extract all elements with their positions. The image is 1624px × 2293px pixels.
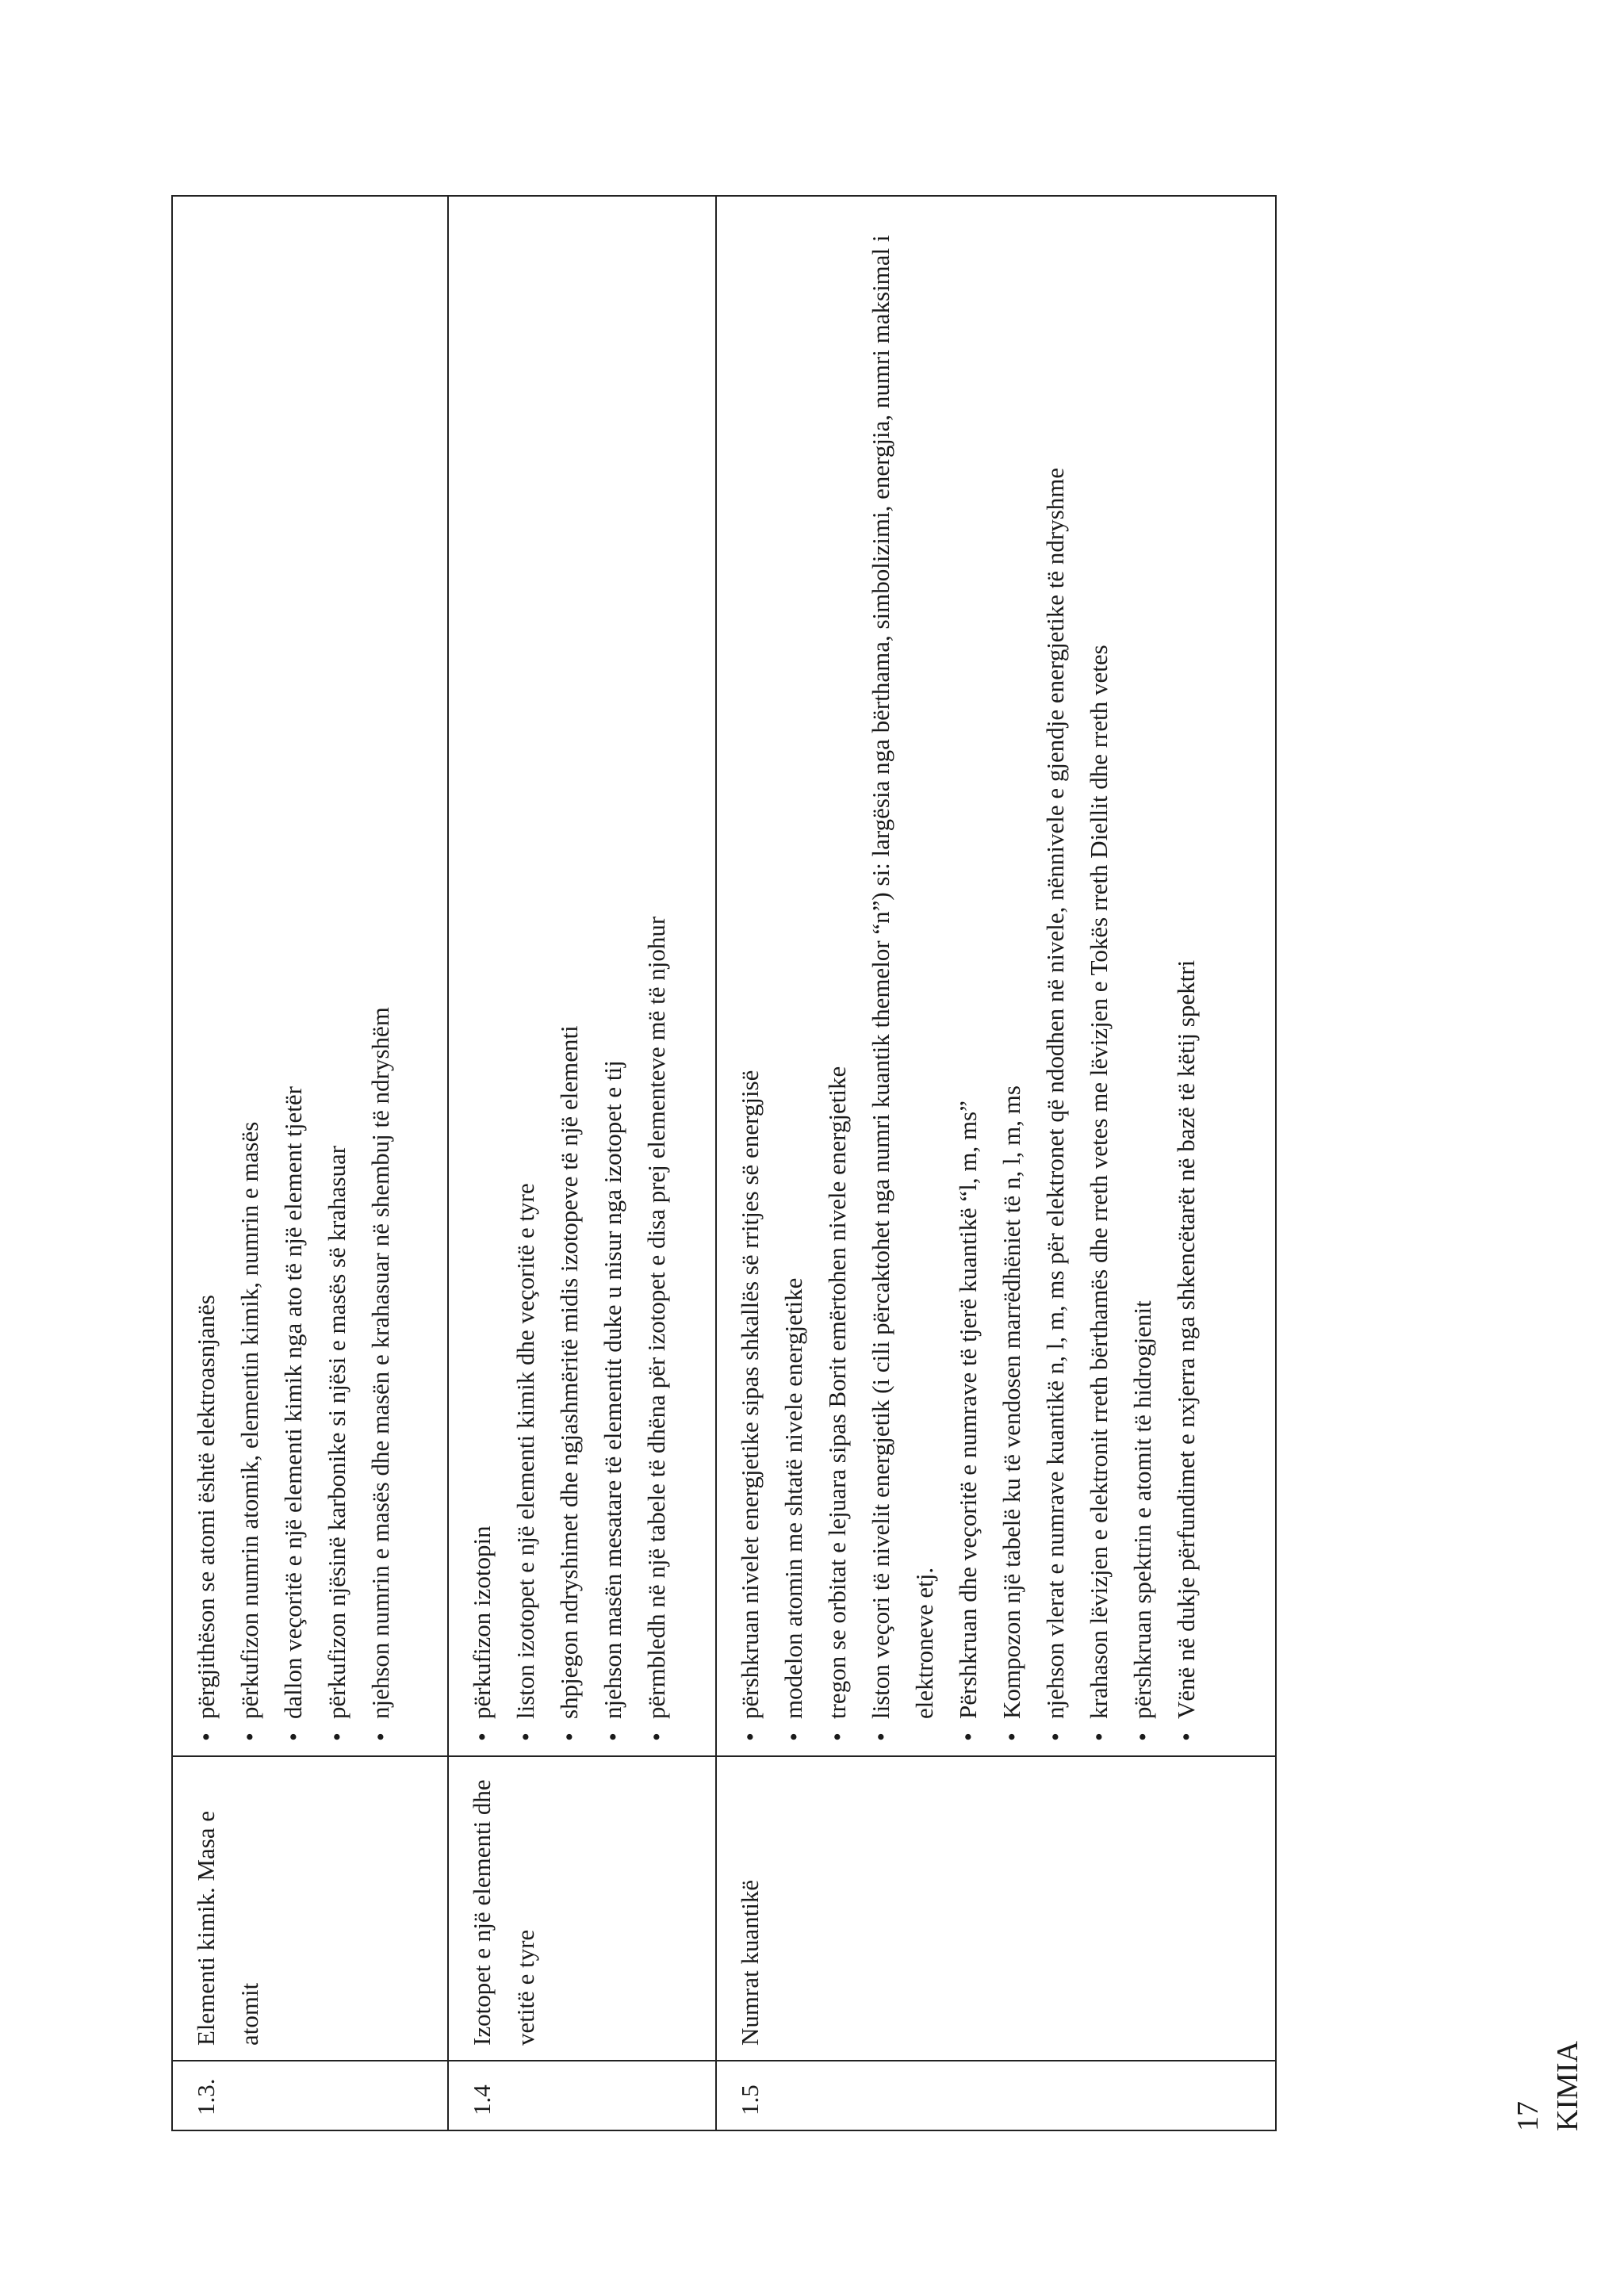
row-number: 1.3. xyxy=(172,2061,448,2130)
table-row xyxy=(716,196,1276,2130)
objective-item: • përshkruan nivelet energjetike sipas shkallës së rritjes së energjisë xyxy=(728,211,772,1741)
table-row xyxy=(172,196,448,2130)
objective-item: • përkufizon njësinë karbonike si njësi e masës së krahasuar xyxy=(315,211,358,1741)
row-topic: Elementi kimik. Masa e atomit xyxy=(172,1756,448,2061)
subject-label: KIMIA xyxy=(1551,2041,1584,2131)
objective-item: • tregon se orbitat e lejuara sipas Borit emërtohen nivele energjetike xyxy=(815,211,859,1741)
objective-item: • shpjegon ndryshimet dhe ngjashmëritë midis izotopeve të një elementi xyxy=(547,211,591,1741)
row-number: 1.4 xyxy=(448,2061,716,2130)
objective-item: • njehson vlerat e numrave kuantikë n, l, m, ms për elektronet që ndodhen në nivele, nënnivele e gjendje energjetike të ndryshme xyxy=(1033,211,1077,1741)
row-number: 1.5 xyxy=(716,2061,1276,2130)
objective-item: • dallon veçoritë e një elementi kimik nga ato të një element tjetër xyxy=(271,211,315,1741)
row-objectives xyxy=(716,196,1276,1756)
objective-item: • Vënë në dukje përfundimet e nxjerra nga shkencëtarët në bazë të këtij spektri xyxy=(1164,211,1208,1741)
objective-item: • liston veçori të nivelit energjetik (i cili përcaktohet nga numri kuantik themelor “n”) si: largësia nga bërthama, simbolizimi, energjia, numri maksimal i elektroneve etj. xyxy=(859,211,946,1741)
page-footer xyxy=(1508,2041,1588,2131)
row-topic: Izotopet e një elementi dhe vetitë e tyre xyxy=(448,1756,716,2061)
objective-item: • përgjithëson se atomi është elektroasnjanës xyxy=(184,211,228,1741)
objective-item: • përmbledh në një tabele të dhëna për izotopet e disa prej elementeve më të njohur xyxy=(634,211,678,1741)
row-objectives xyxy=(448,196,716,1756)
objective-item: • përkufizon numrin atomik, elementin kimik, numrin e masës xyxy=(228,211,271,1741)
objective-item: • përshkruan spektrin e atomit të hidrogjenit xyxy=(1120,211,1164,1741)
objectives-list xyxy=(460,211,678,1741)
page-number: 17 xyxy=(1511,2101,1545,2131)
objective-item: • krahason lëvizjen e elektronit rreth bërthamës dhe rreth vetes me lëvizjen e Tokës rreth Diellit dhe rreth vetes xyxy=(1077,211,1120,1741)
objective-item: • njehson masën mesatare të elementit duke u nisur nga izotopet e tij xyxy=(591,211,634,1741)
curriculum-table xyxy=(171,195,1277,2131)
objective-item: • modelon atomin me shtatë nivele energjetike xyxy=(772,211,815,1741)
objectives-list xyxy=(728,211,1208,1741)
table-row xyxy=(448,196,716,2130)
objective-item: • Kompozon një tabelë ku të vendosen marrëdhëniet të n, l, m, ms xyxy=(990,211,1033,1741)
row-objectives xyxy=(172,196,448,1756)
objective-item: • njehson numrin e masës dhe masën e krahasuar në shembuj të ndryshëm xyxy=(358,211,402,1741)
row-topic: Numrat kuantikë xyxy=(716,1756,1276,2061)
objective-item: • përkufizon izotopin xyxy=(460,211,504,1741)
objective-item: • liston izotopet e një elementi kimik dhe veçoritë e tyre xyxy=(504,211,547,1741)
objectives-list xyxy=(184,211,402,1741)
objective-item: • Përshkruan dhe veçoritë e numrave të tjerë kuantikë “l, m, ms” xyxy=(946,211,990,1741)
